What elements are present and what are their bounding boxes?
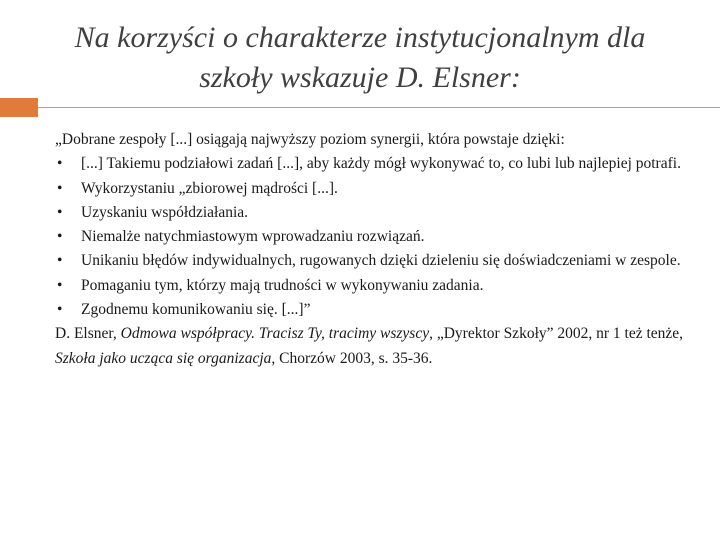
bullet-dot: • <box>57 179 63 197</box>
source-citation <box>55 322 695 371</box>
slide-title <box>40 18 680 98</box>
bullet-item <box>55 152 695 176</box>
citation-title-2: Szkoła jako ucząca się organizacja <box>55 349 272 367</box>
title-divider-line <box>38 107 720 108</box>
bullet-item <box>55 249 695 273</box>
bullet-text: Unikaniu błędów indywidualnych, rugowanych dzięki dzieleniu się doświadczeniami w zespole. <box>81 252 681 270</box>
bullet-dot: • <box>57 252 63 270</box>
slide-content <box>55 128 695 371</box>
bullet-dot: • <box>57 228 63 246</box>
accent-block <box>0 98 38 117</box>
bullet-item <box>55 177 695 201</box>
bullet-dot: • <box>57 276 63 294</box>
bullet-item <box>55 225 695 249</box>
bullet-text: Zgodnemu komunikowaniu się. [...]” <box>81 301 311 319</box>
citation-title-1: Odmowa współpracy. Tracisz Ty, tracimy wszyscy <box>120 325 430 343</box>
slide-title-line-2: szkoły wskazuje D. Elsner: <box>199 61 521 94</box>
bullet-list <box>55 152 695 322</box>
bullet-text: Uzyskaniu współdziałania. <box>81 203 249 221</box>
citation-author: D. Elsner, <box>55 325 121 343</box>
bullet-dot: • <box>57 203 63 221</box>
bullet-text: [...] Takiemu podziałowi zadań [...], aby każdy mógł wykonywać to, co lubi lub najlepiej potrafi. <box>81 155 681 173</box>
bullet-text: Pomaganiu tym, którzy mają trudności w wykonywaniu zadania. <box>81 276 484 294</box>
slide-title-line-1: Na korzyści o charakterze instytucjonalnym dla <box>74 21 646 54</box>
citation-journal: , „Dyrektor Szkoły” 2002, nr 1 też tenże, <box>429 325 684 343</box>
bullet-text: Wykorzystaniu „zbiorowej mądrości [...]. <box>81 179 338 197</box>
bullet-dot: • <box>57 155 63 173</box>
bullet-item <box>55 274 695 298</box>
bullet-item <box>55 298 695 322</box>
quote-intro: „Dobrane zespoły [...] osiągają najwyższy poziom synergii, która powstaje dzięki: <box>55 131 565 148</box>
bullet-text: Niemalże natychmiastowym wprowadzaniu rozwiązań. <box>81 228 425 246</box>
bullet-item <box>55 201 695 225</box>
bullet-dot: • <box>57 301 63 319</box>
citation-place-pages: , Chorzów 2003, s. 35-36. <box>271 349 433 367</box>
